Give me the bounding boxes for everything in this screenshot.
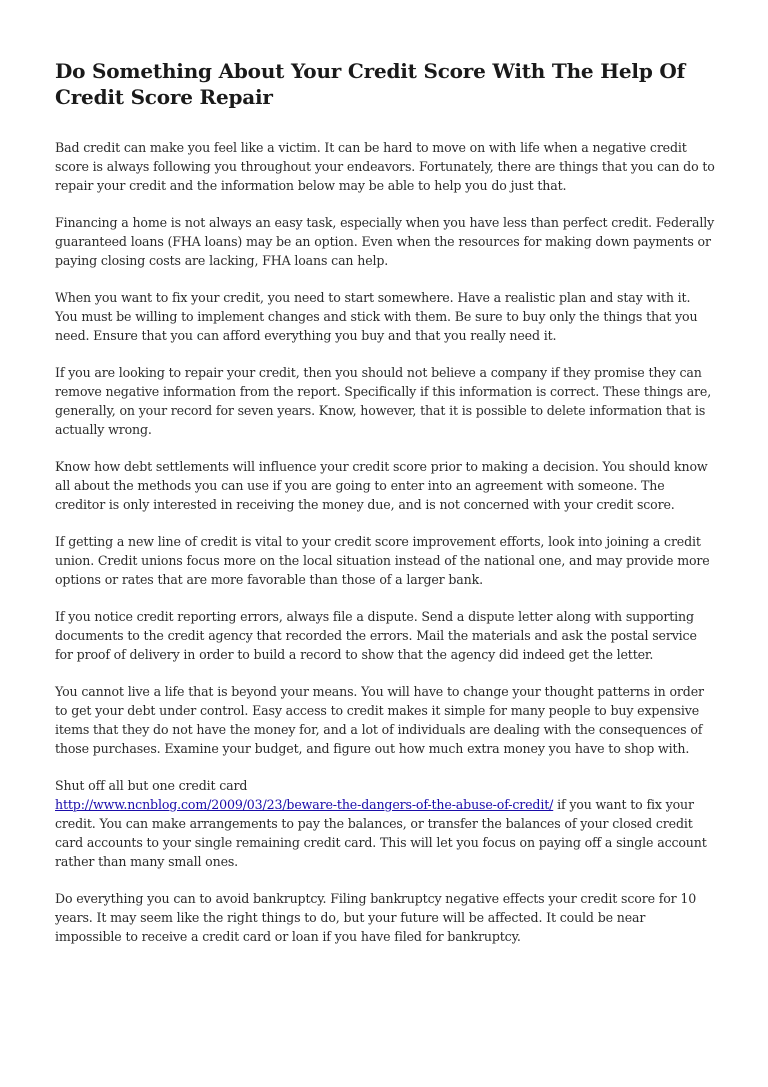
paragraph-credit-union: If getting a new line of credit is vital to your credit score improvement efforts, look into joining a credit union. Credit unions focus more on the local situation instead of the national one, and may provide more options or rates that are more favorable than those of a larger bank. (55, 534, 710, 587)
document-page (55, 58, 715, 964)
paragraph-credit-card-rest: if you want to fix your credit. You can make arrangements to pay the balances, or transfer the balances of your closed credit card accounts to your single remaining credit card. This will let you focus on paying off a single account rather than many small ones. (55, 797, 707, 869)
paragraph-repair-company: If you are looking to repair your credit, then you should not believe a company if they promise they can remove negative information from the report. Specifically if this information is correct. These things are, generally, on your record for seven years. Know, however, that it is possible to delete information that is actually wrong. (55, 365, 712, 437)
paragraph-reporting-errors: If you notice credit reporting errors, always file a dispute. Send a dispute letter along with supporting documents to the credit agency that recorded the errors. Mail the materials and ask the postal service for proof of delivery in order to build a record to show that the agency did indeed get the letter. (55, 609, 697, 662)
paragraph-live-within-means: You cannot live a life that is beyond your means. You will have to change your thought patterns in order to get your debt under control. Easy access to credit makes it simple for many people to buy expensive items that they do not have the money for, and a lot of individuals are dealing with the consequences of those purchases. Examine your budget, and figure out how much extra money you have to shop with. (55, 684, 704, 756)
blog-link[interactable]: http://www.ncnblog.com/2009/03/23/beware-the-dangers-of-the-abuse-of-credit/ (55, 797, 554, 812)
paragraph-credit-card (55, 776, 715, 871)
paragraph-fix-credit: When you want to fix your credit, you need to start somewhere. Have a realistic plan and stay with it. You must be willing to implement changes and stick with them. Be sure to buy only the things that you need. Ensure that you can afford everything you buy and that you really need it. (55, 290, 698, 343)
paragraph-debt-settlements: Know how debt settlements will influence your credit score prior to making a decision. You should know all about the methods you can use if you are going to enter into an agreement with someone. The creditor is only interested in receiving the money due, and is not concerned with your credit score. (55, 459, 708, 512)
paragraph-bad-credit: Bad credit can make you feel like a victim. It can be hard to move on with life when a negative credit score is always following you throughout your endeavors. Fortunately, there are things that you can do to repair your credit and the information below may be able to help you do just that. (55, 140, 715, 193)
paragraph-credit-card-intro: Shut off all but one credit card (55, 778, 248, 793)
paragraph-financing-home: Financing a home is not always an easy task, especially when you have less than perfect credit. Federally guaranteed loans (FHA loans) may be an option. Even when the resources for making down payments or paying closing costs are lacking, FHA loans can help. (55, 215, 715, 268)
page-title: Do Something About Your Credit Score With The Help Of Credit Score Repair (55, 59, 685, 109)
paragraph-bankruptcy: Do everything you can to avoid bankruptcy. Filing bankruptcy negative effects your credit score for 10 years. It may seem like the right things to do, but your future will be affected. It could be near impossible to receive a credit card or loan if you have filed for bankruptcy. (55, 891, 697, 944)
